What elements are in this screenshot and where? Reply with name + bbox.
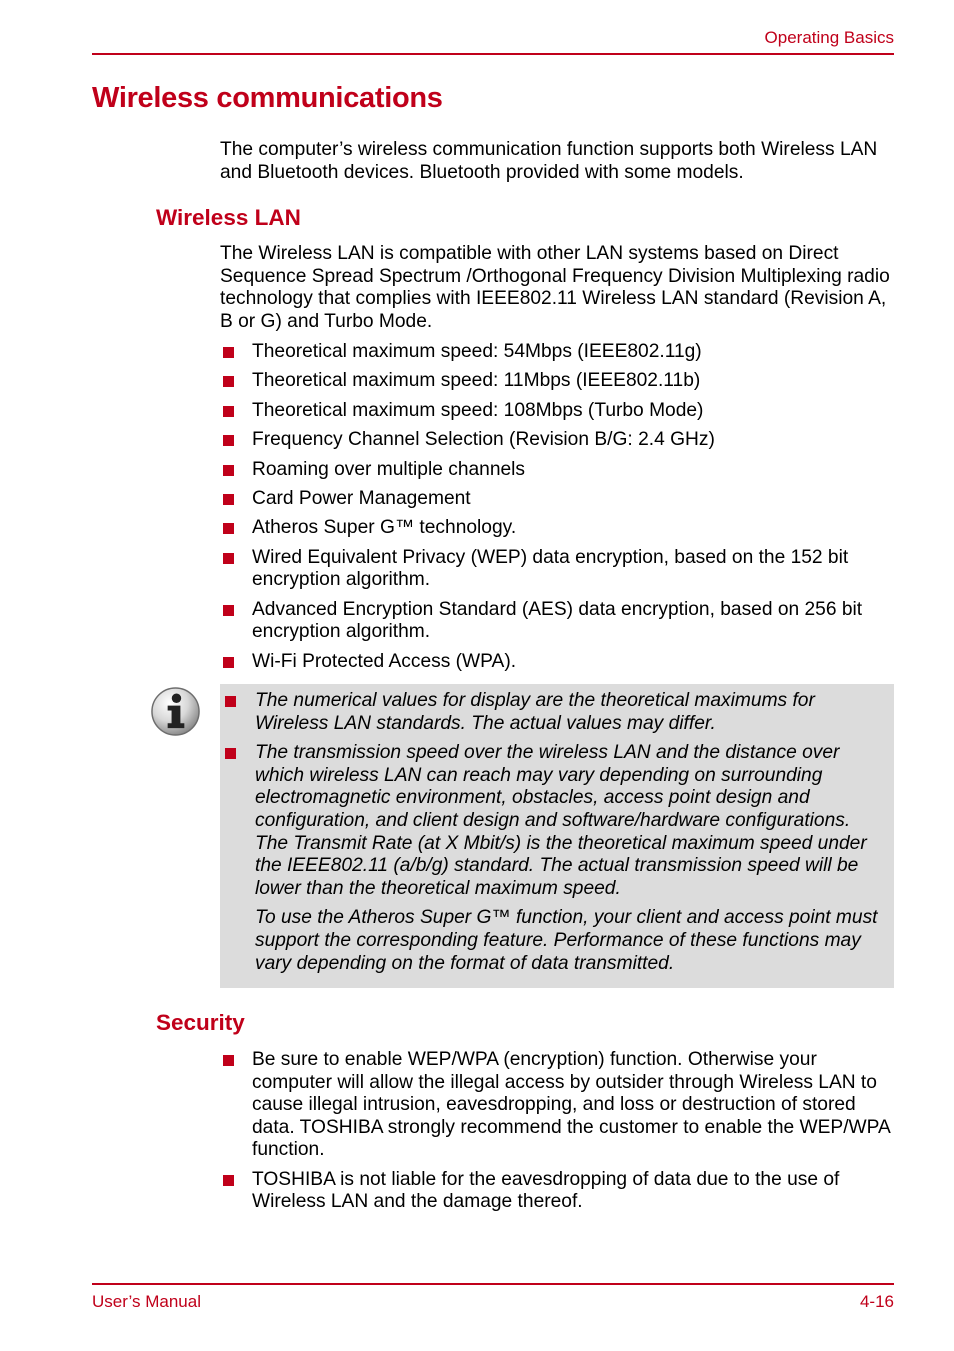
note-item-text: The transmission speed over the wireless LAN and the distance over which wireless LAN can reach may vary depending on surrounding electromagnetic environment, obstacles, access point design and configuration, and client design and software/hardware configurations. The Transmit Rate (at X Mbit/s) is the theoretical maximum speed under the IEEE802.11 (a/b/g) standard. The actual transmission speed will be lower than the theoretical maximum speed.	[255, 742, 867, 899]
square-bullet-icon	[225, 748, 236, 759]
square-bullet-icon	[223, 523, 234, 534]
header-rule	[92, 53, 894, 55]
square-bullet-icon	[223, 494, 234, 505]
page-title: Wireless communications	[92, 82, 443, 114]
square-bullet-icon	[223, 406, 234, 417]
square-bullet-icon	[223, 553, 234, 564]
list-item-text: Card Power Management	[252, 487, 471, 509]
list-item-text: Be sure to enable WEP/WPA (encryption) function. Otherwise your computer will allow the illegal access by outsider through Wireless LAN to cause illegal intrusion, eavesdropping, and loss or destruction of stored data. TOSHIBA strongly recommend the customer to enable the WEP/WPA function.	[252, 1049, 890, 1161]
list-item-text: Theoretical maximum speed: 108Mbps (Turbo Mode)	[252, 399, 704, 421]
list-item-text: Atheros Super G™ technology.	[252, 517, 517, 539]
list-item	[220, 429, 894, 452]
page-number: 4-16	[859, 1292, 894, 1311]
wireless-lan-heading: Wireless LAN	[156, 205, 301, 230]
square-bullet-icon	[223, 657, 234, 668]
list-item-text: Advanced Encryption Standard (AES) data encryption, based on 256 bit encryption algorithm.	[252, 598, 863, 643]
running-header: Operating Basics	[764, 28, 894, 47]
list-item	[220, 341, 894, 364]
list-item-text: Frequency Channel Selection (Revision B/G: 2.4 GHz)	[252, 429, 715, 451]
list-item	[220, 517, 894, 540]
square-bullet-icon	[225, 696, 236, 707]
intro-paragraph: The computer’s wireless communication function supports both Wireless LAN and Bluetooth devices. Bluetooth provided with some models.	[220, 139, 878, 183]
note-item	[220, 742, 888, 975]
list-item-text: Theoretical maximum speed: 54Mbps (IEEE802.11g)	[252, 341, 702, 362]
footer-rule	[92, 1283, 894, 1285]
wireless-lan-description: The Wireless LAN is compatible with other LAN systems based on Direct Sequence Spread Spectrum /Orthogonal Frequency Division Multiplexing radio technology that complies with IEEE802.11 Wireless LAN standard (Revision A, B or G) and Turbo Mode.	[220, 243, 890, 332]
wireless-lan-feature-list	[220, 341, 894, 680]
square-bullet-icon	[223, 435, 234, 446]
square-bullet-icon	[223, 465, 234, 476]
list-item-text: Roaming over multiple channels	[252, 458, 526, 480]
footer-manual-title: User’s Manual	[92, 1292, 201, 1311]
note-item-text: The numerical values for display are the theoretical maximums for Wireless LAN standards. The actual values may differ.	[255, 690, 815, 734]
note-list	[220, 690, 888, 982]
square-bullet-icon	[223, 376, 234, 387]
security-heading: Security	[156, 1010, 245, 1035]
security-list	[220, 1049, 894, 1221]
list-item	[220, 651, 894, 674]
list-item	[220, 488, 894, 511]
square-bullet-icon	[223, 605, 234, 616]
note-item	[220, 690, 888, 735]
square-bullet-icon	[223, 347, 234, 358]
list-item	[220, 1169, 894, 1214]
square-bullet-icon	[223, 1055, 234, 1066]
list-item	[220, 599, 894, 644]
square-bullet-icon	[223, 1175, 234, 1186]
list-item	[220, 547, 894, 592]
list-item-text: Theoretical maximum speed: 11Mbps (IEEE802.11b)	[252, 370, 701, 392]
list-item	[220, 459, 894, 482]
list-item-text: Wi-Fi Protected Access (WPA).	[252, 650, 517, 672]
list-item	[220, 1049, 894, 1162]
note-followup-paragraph: To use the Atheros Super G™ function, your client and access point must support the corresponding feature. Performance of these functions may vary depending on the format of data transmitted.	[255, 907, 878, 974]
list-item-text: TOSHIBA is not liable for the eavesdropping of data due to the use of Wireless LAN and the damage thereof.	[252, 1168, 840, 1213]
list-item-text: Wired Equivalent Privacy (WEP) data encryption, based on the 152 bit encryption algorithm.	[252, 546, 849, 591]
list-item	[220, 400, 894, 423]
info-icon	[150, 686, 201, 737]
list-item	[220, 370, 894, 393]
